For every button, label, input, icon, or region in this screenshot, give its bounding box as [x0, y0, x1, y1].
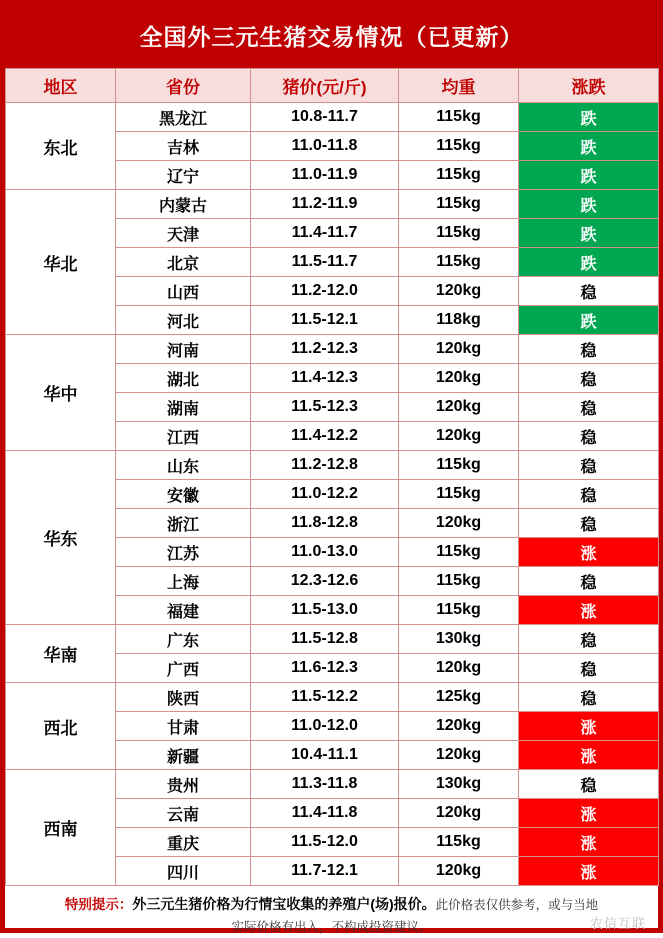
footer-main-text: 外三元生猪价格为行情宝收集的养殖户(场)报价。	[132, 896, 436, 912]
province-cell: 天津	[116, 219, 251, 248]
province-cell: 湖南	[116, 393, 251, 422]
region-cell: 东北	[6, 103, 116, 190]
price-cell: 11.0-13.0	[251, 538, 399, 567]
trend-cell: 跌	[519, 132, 659, 161]
province-cell: 安徽	[116, 480, 251, 509]
trend-cell: 稳	[519, 770, 659, 799]
weight-cell: 120kg	[399, 393, 519, 422]
table-body	[6, 103, 659, 886]
weight-cell: 115kg	[399, 219, 519, 248]
weight-cell: 120kg	[399, 509, 519, 538]
trend-cell: 稳	[519, 335, 659, 364]
table-row	[6, 683, 659, 712]
trend-cell: 涨	[519, 799, 659, 828]
footer-label: 特别提示：	[64, 897, 133, 912]
trend-cell: 跌	[519, 103, 659, 132]
footer	[5, 886, 658, 938]
price-cell: 11.5-12.2	[251, 683, 399, 712]
region-cell: 华东	[6, 451, 116, 625]
weight-cell: 120kg	[399, 712, 519, 741]
weight-cell: 120kg	[399, 741, 519, 770]
pig-price-table	[5, 68, 659, 886]
trend-cell: 跌	[519, 306, 659, 335]
weight-cell: 115kg	[399, 538, 519, 567]
column-header-province: 省份	[116, 69, 251, 103]
trend-cell: 稳	[519, 393, 659, 422]
price-cell: 11.2-12.8	[251, 451, 399, 480]
price-cell: 11.5-12.1	[251, 306, 399, 335]
province-cell: 陕西	[116, 683, 251, 712]
region-cell: 华北	[6, 190, 116, 335]
trend-cell: 涨	[519, 741, 659, 770]
price-cell: 11.8-12.8	[251, 509, 399, 538]
price-cell: 11.5-13.0	[251, 596, 399, 625]
weight-cell: 120kg	[399, 857, 519, 886]
price-cell: 11.6-12.3	[251, 654, 399, 683]
trend-cell: 涨	[519, 538, 659, 567]
weight-cell: 115kg	[399, 596, 519, 625]
province-cell: 浙江	[116, 509, 251, 538]
weight-cell: 120kg	[399, 422, 519, 451]
price-cell: 11.4-12.3	[251, 364, 399, 393]
weight-cell: 125kg	[399, 683, 519, 712]
province-cell: 上海	[116, 567, 251, 596]
weight-cell: 130kg	[399, 770, 519, 799]
price-cell: 11.2-12.3	[251, 335, 399, 364]
province-cell: 江西	[116, 422, 251, 451]
column-header-trend: 涨跌	[519, 69, 659, 103]
price-cell: 11.4-11.8	[251, 799, 399, 828]
weight-cell: 120kg	[399, 364, 519, 393]
province-cell: 吉林	[116, 132, 251, 161]
price-cell: 11.2-11.9	[251, 190, 399, 219]
page-title: 全国外三元生猪交易情况（已更新）	[5, 5, 658, 68]
province-cell: 河南	[116, 335, 251, 364]
trend-cell: 稳	[519, 364, 659, 393]
province-cell: 山西	[116, 277, 251, 306]
province-cell: 福建	[116, 596, 251, 625]
region-cell: 华南	[6, 625, 116, 683]
table-row	[6, 451, 659, 480]
table-row	[6, 770, 659, 799]
price-cell: 11.7-12.1	[251, 857, 399, 886]
price-cell: 11.5-11.7	[251, 248, 399, 277]
table-row	[6, 335, 659, 364]
province-cell: 山东	[116, 451, 251, 480]
province-cell: 北京	[116, 248, 251, 277]
price-cell: 11.4-11.7	[251, 219, 399, 248]
table-row	[6, 625, 659, 654]
table-row	[6, 103, 659, 132]
price-cell: 12.3-12.6	[251, 567, 399, 596]
weight-cell: 115kg	[399, 828, 519, 857]
price-cell: 11.0-11.9	[251, 161, 399, 190]
province-cell: 新疆	[116, 741, 251, 770]
table-row	[6, 190, 659, 219]
price-cell: 11.2-12.0	[251, 277, 399, 306]
province-cell: 江苏	[116, 538, 251, 567]
footer-sub-text-2: 实际价格有出入，不构成投资建议。	[231, 920, 432, 934]
province-cell: 辽宁	[116, 161, 251, 190]
watermark: 农信互联	[589, 916, 646, 931]
price-cell: 11.5-12.0	[251, 828, 399, 857]
trend-cell: 稳	[519, 683, 659, 712]
footer-line-1	[19, 894, 644, 916]
province-cell: 湖北	[116, 364, 251, 393]
trend-cell: 跌	[519, 161, 659, 190]
trend-cell: 跌	[519, 219, 659, 248]
trend-cell: 涨	[519, 596, 659, 625]
trend-cell: 涨	[519, 712, 659, 741]
region-cell: 西北	[6, 683, 116, 770]
province-cell: 云南	[116, 799, 251, 828]
trend-cell: 稳	[519, 625, 659, 654]
weight-cell: 115kg	[399, 161, 519, 190]
weight-cell: 120kg	[399, 277, 519, 306]
region-cell: 华中	[6, 335, 116, 451]
table-header-row	[6, 69, 659, 103]
province-cell: 河北	[116, 306, 251, 335]
weight-cell: 130kg	[399, 625, 519, 654]
trend-cell: 涨	[519, 828, 659, 857]
trend-cell: 涨	[519, 857, 659, 886]
trend-cell: 稳	[519, 509, 659, 538]
footer-line-2	[19, 916, 644, 938]
trend-cell: 稳	[519, 451, 659, 480]
province-cell: 广西	[116, 654, 251, 683]
weight-cell: 118kg	[399, 306, 519, 335]
price-cell: 11.0-12.0	[251, 712, 399, 741]
province-cell: 四川	[116, 857, 251, 886]
province-cell: 内蒙古	[116, 190, 251, 219]
trend-cell: 跌	[519, 190, 659, 219]
weight-cell: 120kg	[399, 654, 519, 683]
province-cell: 重庆	[116, 828, 251, 857]
column-header-price: 猪价(元/斤)	[251, 69, 399, 103]
price-cell: 11.5-12.3	[251, 393, 399, 422]
column-header-weight: 均重	[399, 69, 519, 103]
trend-cell: 稳	[519, 480, 659, 509]
price-cell: 10.8-11.7	[251, 103, 399, 132]
weight-cell: 115kg	[399, 190, 519, 219]
trend-cell: 跌	[519, 248, 659, 277]
weight-cell: 120kg	[399, 799, 519, 828]
trend-cell: 稳	[519, 654, 659, 683]
province-cell: 黑龙江	[116, 103, 251, 132]
footer-sub-text-1: 此价格表仅供参考，或与当地	[435, 898, 599, 912]
weight-cell: 115kg	[399, 451, 519, 480]
province-cell: 贵州	[116, 770, 251, 799]
province-cell: 甘肃	[116, 712, 251, 741]
weight-cell: 115kg	[399, 480, 519, 509]
column-header-region: 地区	[6, 69, 116, 103]
price-cell: 11.4-12.2	[251, 422, 399, 451]
province-cell: 广东	[116, 625, 251, 654]
price-cell: 11.0-12.2	[251, 480, 399, 509]
trend-cell: 稳	[519, 277, 659, 306]
weight-cell: 115kg	[399, 103, 519, 132]
weight-cell: 115kg	[399, 567, 519, 596]
trend-cell: 稳	[519, 567, 659, 596]
price-cell: 11.5-12.8	[251, 625, 399, 654]
price-cell: 11.3-11.8	[251, 770, 399, 799]
price-cell: 11.0-11.8	[251, 132, 399, 161]
weight-cell: 115kg	[399, 132, 519, 161]
table-header	[6, 69, 659, 103]
trend-cell: 稳	[519, 422, 659, 451]
weight-cell: 120kg	[399, 335, 519, 364]
region-cell: 西南	[6, 770, 116, 886]
price-cell: 10.4-11.1	[251, 741, 399, 770]
weight-cell: 115kg	[399, 248, 519, 277]
